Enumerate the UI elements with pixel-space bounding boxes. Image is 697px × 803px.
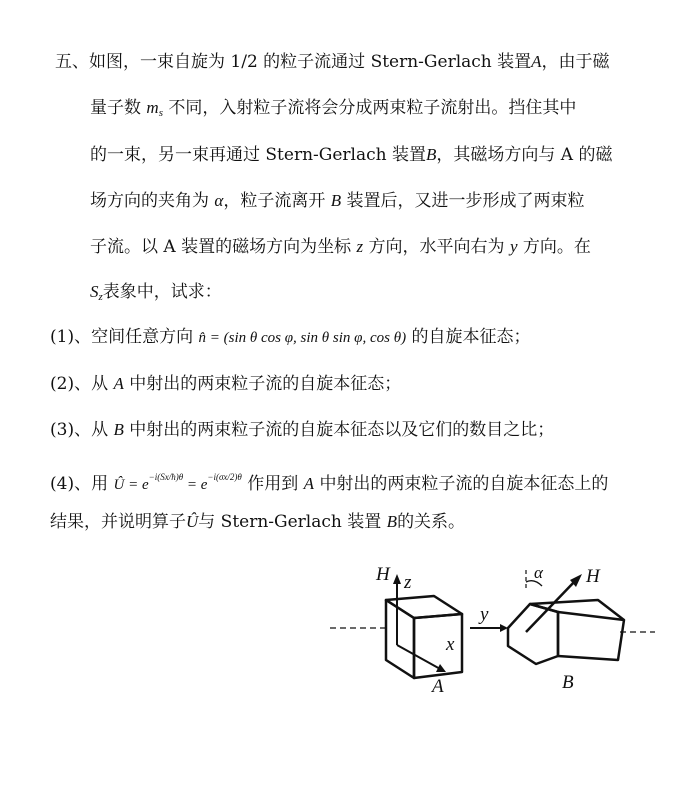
label-A: A: [432, 676, 444, 695]
operator-U-2: Û: [186, 512, 199, 531]
question-2: (2)、从 A 中射出的两束粒子流的自旋本征态；: [50, 374, 402, 394]
question-4: (4)、用 Û = $e^{-i(Sx/ħ)\theta} = e^{-i(\sigma x/2)\theta}$ 作用到 A 中射出的两束粒子流的自旋本征态上的: [50, 472, 609, 494]
box-a-front: [386, 600, 414, 678]
stern-gerlach-diagram: [330, 560, 660, 695]
symbol-ms: $m_s$: [146, 98, 163, 119]
question-4-line-2: 结果，并说明算子Û与 Stern-Gerlach 装置 B的关系。: [50, 512, 466, 532]
symbol-B-q3: B: [113, 420, 124, 439]
label-H-left: H: [376, 564, 390, 585]
label-alpha: α: [534, 563, 543, 582]
question-1: (1)、空间任意方向 n̂ = (sin θ cos φ, sin θ sin φ, cos θ) 的自旋本征态；: [50, 327, 531, 347]
symbol-B-q4: B: [386, 512, 398, 531]
symbol-B-2: B: [330, 191, 342, 210]
problem-line-3: 的一束，另一束再通过 Stern-Gerlach 装置B，其磁场方向与 A 的磁: [90, 145, 613, 165]
label-z: z: [404, 572, 412, 593]
symbol-alpha: α: [214, 191, 224, 210]
problem-line-1: 五、如图，一束自旋为 1/2 的粒子流通过 Stern-Gerlach 装置A，由于磁: [55, 52, 610, 72]
symbol-B: B: [425, 145, 437, 164]
problem-line-6: $S_z$表象中，试求：: [90, 282, 222, 303]
symbol-A: A: [531, 52, 542, 71]
question-3: (3)、从 B 中射出的两束粒子流的自旋本征态以及它们的数目之比；: [50, 420, 555, 440]
box-b-body: [530, 600, 624, 660]
symbol-z: z: [356, 237, 364, 256]
axis-z-arrowhead: [393, 574, 401, 584]
problem-line-4: 场方向的夹角为 α，粒子流离开 B 装置后，又进一步形成了两束粒: [90, 191, 585, 211]
problem-line-5: 子流。以 A 装置的磁场方向为坐标 z 方向，水平向右为 y 方向。在: [90, 237, 591, 257]
symbol-Sz: $S_z$: [90, 282, 103, 303]
symbol-y: y: [509, 237, 518, 256]
label-y: y: [480, 604, 489, 625]
operator-U: Û = $e^{-i(Sx/ħ)\theta} = e^{-i(\sigma x/2)\theta}$: [113, 472, 242, 493]
box-b-front: [508, 604, 558, 664]
symbol-A-q2: A: [113, 374, 124, 393]
problem-line-2: 量子数 $m_s$ 不同，入射粒子流将会分成两束粒子流射出。挡住其中: [90, 98, 577, 119]
axis-x: [397, 645, 442, 670]
label-H-right: H: [586, 566, 600, 587]
direction-vector: n̂ = (sin θ cos φ, sin θ sin φ, cos θ): [198, 330, 407, 346]
symbol-A-q4: A: [303, 474, 315, 493]
label-B: B: [562, 672, 574, 693]
label-x: x: [446, 634, 455, 655]
